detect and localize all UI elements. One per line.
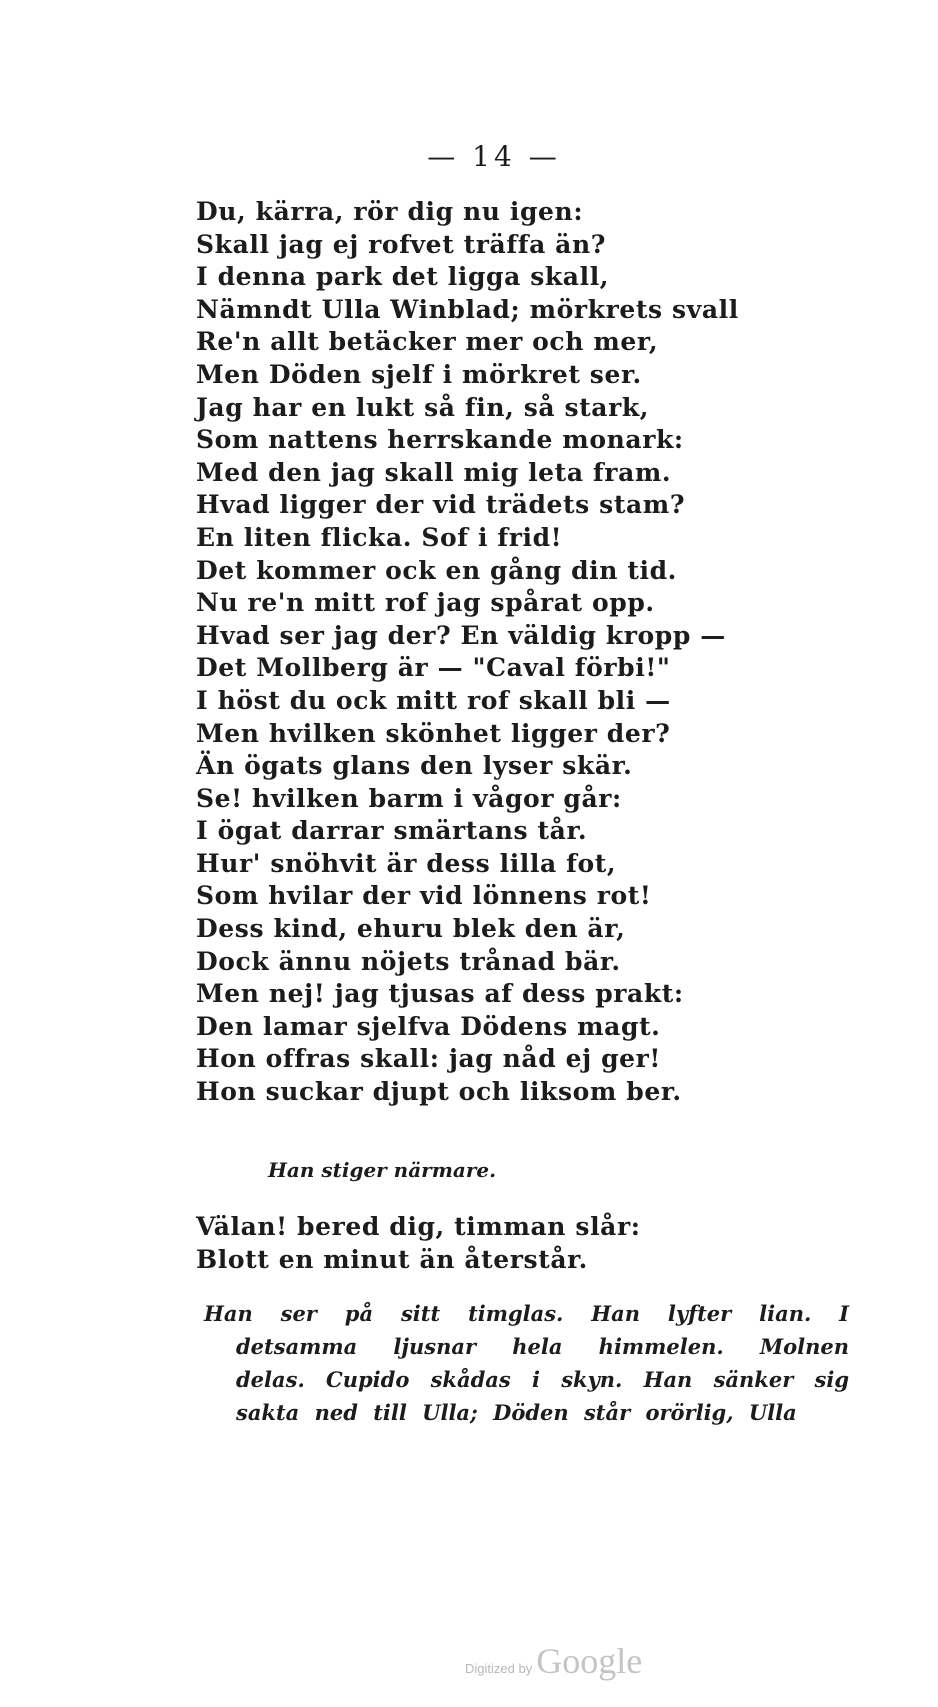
- verse-line: En liten flicka. Sof i frid!: [196, 522, 563, 552]
- verse-line: Det Mollberg är — "Caval förbi!": [196, 653, 671, 683]
- digitized-watermark: [465, 1640, 642, 1682]
- page-number: — 14 —: [427, 140, 561, 173]
- verse-line: Hvad ser jag der? En väldig kropp —: [196, 620, 726, 650]
- stage-direction: Han stiger närmare.: [268, 1158, 497, 1182]
- verse-line: Med den jag skall mig leta fram.: [196, 457, 672, 487]
- verse-block-2: [196, 1210, 641, 1276]
- verse-line: I höst du ock mitt rof skall bli —: [196, 685, 671, 715]
- verse-line: Skall jag ej rofvet träffa än?: [196, 229, 606, 259]
- verse-line: Re'n allt betäcker mer och mer,: [196, 327, 659, 357]
- verse-line: Jag har en lukt så fin, så stark,: [196, 392, 650, 422]
- verse-line: Men Döden sjelf i mörkret ser.: [196, 359, 642, 389]
- verse-line: Välan! bered dig, timman slår:: [196, 1212, 641, 1241]
- verse-line: Nämndt Ulla Winblad; mörkrets svall: [196, 294, 739, 324]
- verse-line: Hur' snöhvit är dess lilla fot,: [196, 848, 617, 878]
- verse-line: Du, kärra, rör dig nu igen:: [196, 197, 584, 226]
- verse-line: Än ögats glans den lyser skär.: [196, 751, 633, 781]
- verse-line: I denna park det ligga skall,: [196, 262, 610, 292]
- watermark-prefix: Digitized by: [465, 1661, 533, 1676]
- verse-line: Det kommer ock en gång din tid.: [196, 555, 677, 585]
- verse-line: Hon suckar djupt och liksom ber.: [196, 1077, 682, 1107]
- verse-line: Blott en minut än återstår.: [196, 1245, 588, 1274]
- verse-line: Nu re'n mitt rof jag spårat opp.: [196, 588, 655, 618]
- verse-line: Se! hvilken barm i vågor går:: [196, 783, 622, 813]
- google-logo: Google: [536, 1641, 643, 1681]
- verse-line: Dock ännu nöjets trånad bär.: [196, 946, 621, 976]
- verse-line: Hvad ligger der vid trädets stam?: [196, 490, 686, 520]
- verse-line: Men nej! jag tjusas af dess prakt:: [196, 979, 684, 1009]
- verse-line: Men hvilken skönhet ligger der?: [196, 718, 671, 748]
- stage-direction-paragraph: Han ser på sitt timglas. Han lyfter lian. I detsamma ljusnar hela himmelen. Molnen delas. Cupido skådas i skyn. Han sänker sig sakta ned till Ulla; Döden står orörlig, Ulla: [204, 1301, 849, 1425]
- verse-line: Den lamar sjelfva Dödens magt.: [196, 1011, 661, 1041]
- verse-line: Hon offras skall: jag nåd ej ger!: [196, 1044, 662, 1074]
- verse-block: [196, 196, 739, 1109]
- verse-line: Som hvilar der vid lönnens rot!: [196, 881, 652, 911]
- verse-line: Som nattens herrskande monark:: [196, 425, 684, 455]
- verse-line: Dess kind, ehuru blek den är,: [196, 914, 626, 944]
- verse-line: I ögat darrar smärtans tår.: [196, 816, 588, 846]
